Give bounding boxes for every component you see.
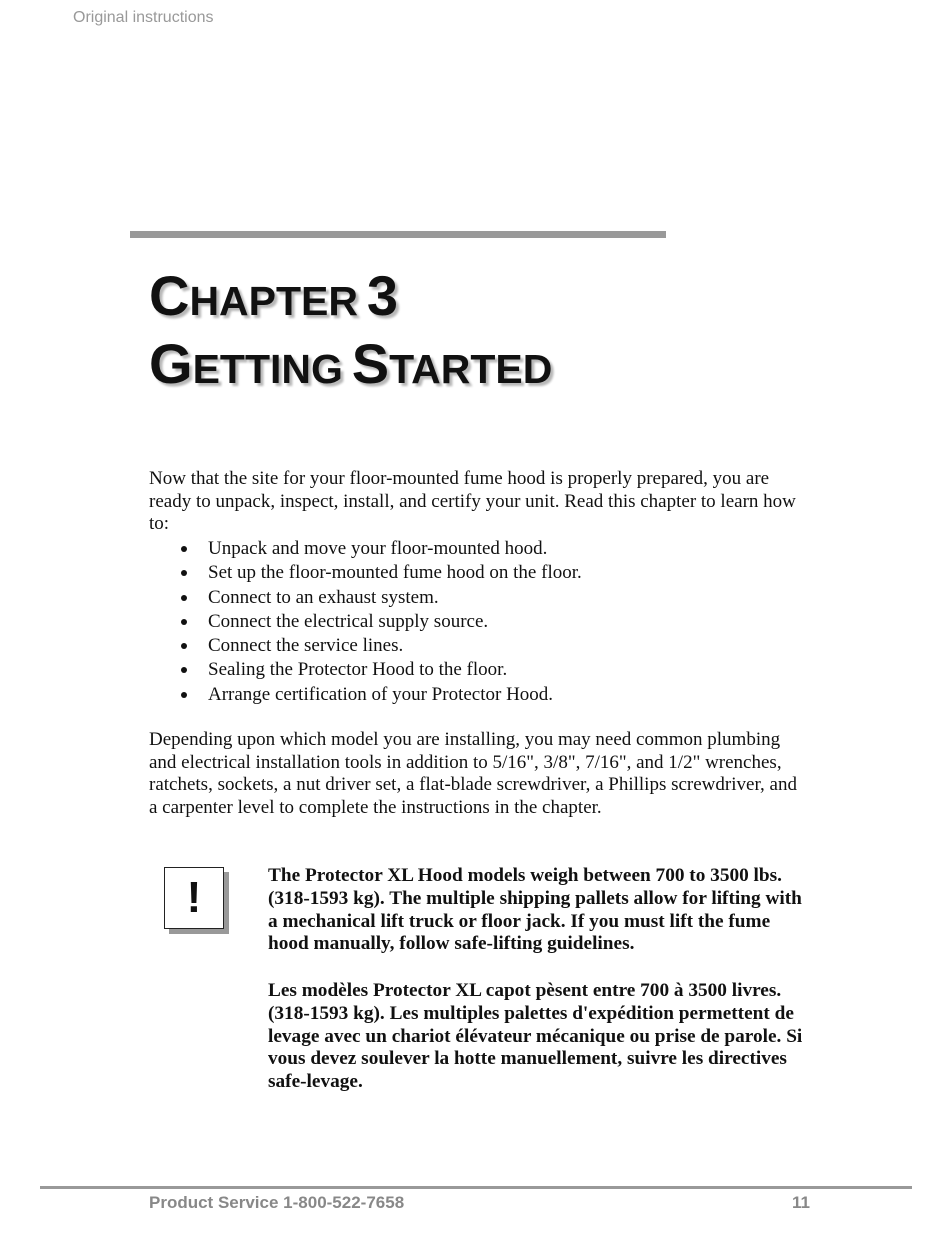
intro-paragraph: Now that the site for your floor-mounted fume hood is properly prepared, you are ready to unpack, inspect, install, and certify your unit. Read this chapter to learn how to:: [149, 468, 796, 534]
chapter-name-line: GETTING STARTED: [149, 332, 553, 395]
bullet-icon: [181, 595, 187, 601]
bullet-icon: [181, 667, 187, 673]
bullet-icon: [181, 546, 187, 552]
exclamation-icon: !: [186, 873, 202, 922]
list-item: Connect the service lines.: [149, 634, 809, 658]
footer-rule: [40, 1186, 912, 1189]
caution-icon: [164, 867, 224, 929]
tools-paragraph: Depending upon which model you are installing, you may need common plumbing and electrical installation tools in addition to 5/16", 3/8", 7/16", and 1/2" wrenches, ratchets, sockets, a nut driver set, a flat-blade screwdriver, a Phillips screwdriver, and a carpenter level to complete the instructions in the chapter.: [149, 729, 797, 818]
bullet-icon: [181, 619, 187, 625]
bullet-icon: [181, 570, 187, 576]
list-item: Connect the electrical supply source.: [149, 610, 809, 634]
footer-service-line: Product Service 1-800-522-7658: [149, 1193, 405, 1212]
list-item: Arrange certification of your Protector Hood.: [149, 683, 809, 707]
chapter-title: [149, 264, 553, 404]
chapter-number-line: CHAPTER 3: [149, 264, 399, 327]
bullet-icon: [181, 643, 187, 649]
caution-text-french: Les modèles Protector XL capot pèsent entre 700 à 3500 livres. (318-1593 kg). Les multiples palettes d'expédition permettent de levage avec un chariot élévateur mécanique ou prise de parole. Si vous devez soulever la hotte manuellement, suivre les directives safe-levage.: [268, 980, 803, 1093]
list-item: Connect to an exhaust system.: [149, 586, 809, 610]
list-item: Unpack and move your floor-mounted hood.: [149, 537, 809, 561]
header-note: Original instructions: [73, 9, 214, 26]
caution-text-english: The Protector XL Hood models weigh between 700 to 3500 lbs. (318-1593 kg). The multiple shipping pallets allow for lifting with a mechanical lift truck or floor jack. If you must lift the fume hood manually, follow safe-lifting guidelines.: [268, 865, 802, 955]
chapter-top-rule: [130, 231, 666, 238]
list-item: Set up the floor-mounted fume hood on the floor.: [149, 561, 809, 585]
list-item: Sealing the Protector Hood to the floor.: [149, 658, 809, 682]
page-number: 11: [792, 1193, 810, 1212]
task-list: [149, 537, 809, 707]
bullet-icon: [181, 692, 187, 698]
